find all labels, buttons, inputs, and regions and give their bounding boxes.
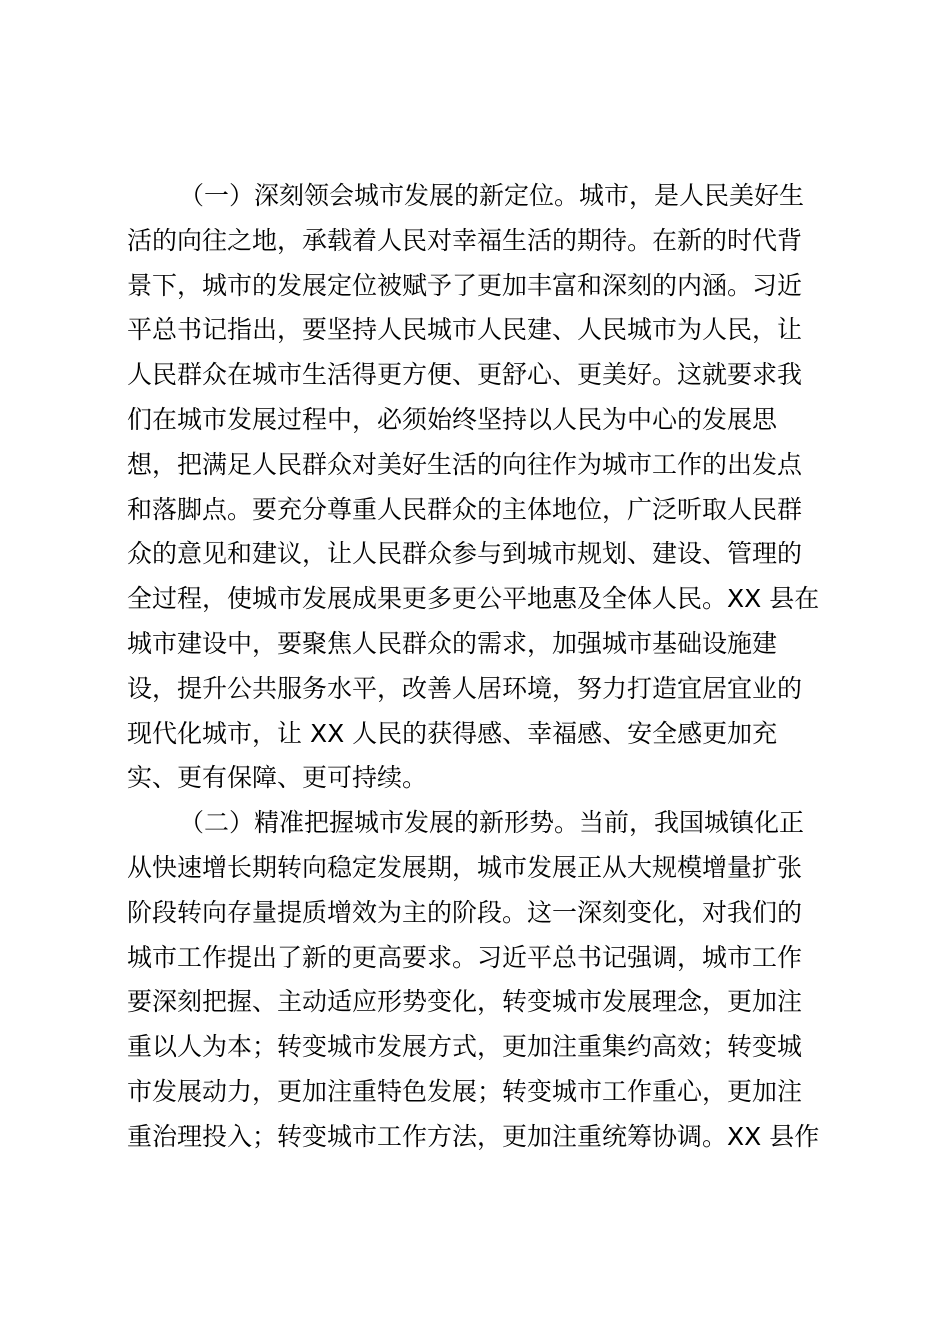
text-line: 实、更有保障、更可持续。 bbox=[127, 763, 428, 793]
text-line: 景下，城市的发展定位被赋予了更加丰富和深刻的内涵。习近 bbox=[127, 270, 803, 300]
text-line: 要深刻把握、主动适应形势变化，转变城市发展理念，更加注 bbox=[127, 987, 803, 1017]
body-text bbox=[127, 174, 835, 1160]
text-line: 平总书记指出，要坚持人民城市人民建、人民城市为人民，让 bbox=[127, 315, 803, 345]
text-line: 众的意见和建议，让人民群众参与到城市规划、建设、管理的 bbox=[127, 539, 803, 569]
text-line: 城市建设中，要聚焦人民群众的需求，加强城市基础设施建 bbox=[127, 628, 778, 658]
text-line: （一）深刻领会城市发展的新定位。城市，是人民美好生 bbox=[179, 181, 805, 210]
text-line: 市发展动力，更加注重特色发展；转变城市工作重心，更加注 bbox=[127, 1076, 803, 1106]
text-line: 阶段转向存量提质增效为主的阶段。这一深刻变化，对我们的 bbox=[127, 897, 803, 927]
text-line: 人民群众在城市生活得更方便、更舒心、更美好。这就要求我 bbox=[127, 360, 803, 390]
text-line: （二）精准把握城市发展的新形势。当前，我国城镇化正 bbox=[179, 808, 805, 838]
text-line: 城市工作提出了新的更高要求。习近平总书记强调，城市工作 bbox=[127, 942, 803, 972]
text-line: 想，把满足人民群众对美好生活的向往作为城市工作的出发点 bbox=[127, 449, 803, 479]
text-line: 和落脚点。要充分尊重人民群众的主体地位，广泛听取人民群 bbox=[127, 494, 803, 524]
paragraph-1 bbox=[127, 174, 835, 801]
text-line: 全过程，使城市发展成果更多更公平地惠及全体人民。XX 县在 bbox=[127, 584, 820, 614]
text-line: 设，提升公共服务水平，改善人居环境，努力打造宜居宜业的 bbox=[127, 673, 803, 703]
text-line: 重以人为本；转变城市发展方式，更加注重集约高效；转变城 bbox=[127, 1032, 803, 1062]
text-line: 活的向往之地，承载着人民对幸福生活的期待。在新的时代背 bbox=[127, 225, 803, 255]
text-line: 重治理投入；转变城市工作方法，更加注重统筹协调。XX 县作 bbox=[127, 1121, 820, 1151]
paragraph-2 bbox=[127, 801, 835, 1159]
text-line: 们在城市发展过程中，必须始终坚持以人民为中心的发展思 bbox=[127, 404, 778, 434]
text-line: 现代化城市，让 XX 人民的获得感、幸福感、安全感更加充 bbox=[127, 718, 778, 748]
text-line: 从快速增长期转向稳定发展期，城市发展正从大规模增量扩张 bbox=[127, 852, 803, 882]
